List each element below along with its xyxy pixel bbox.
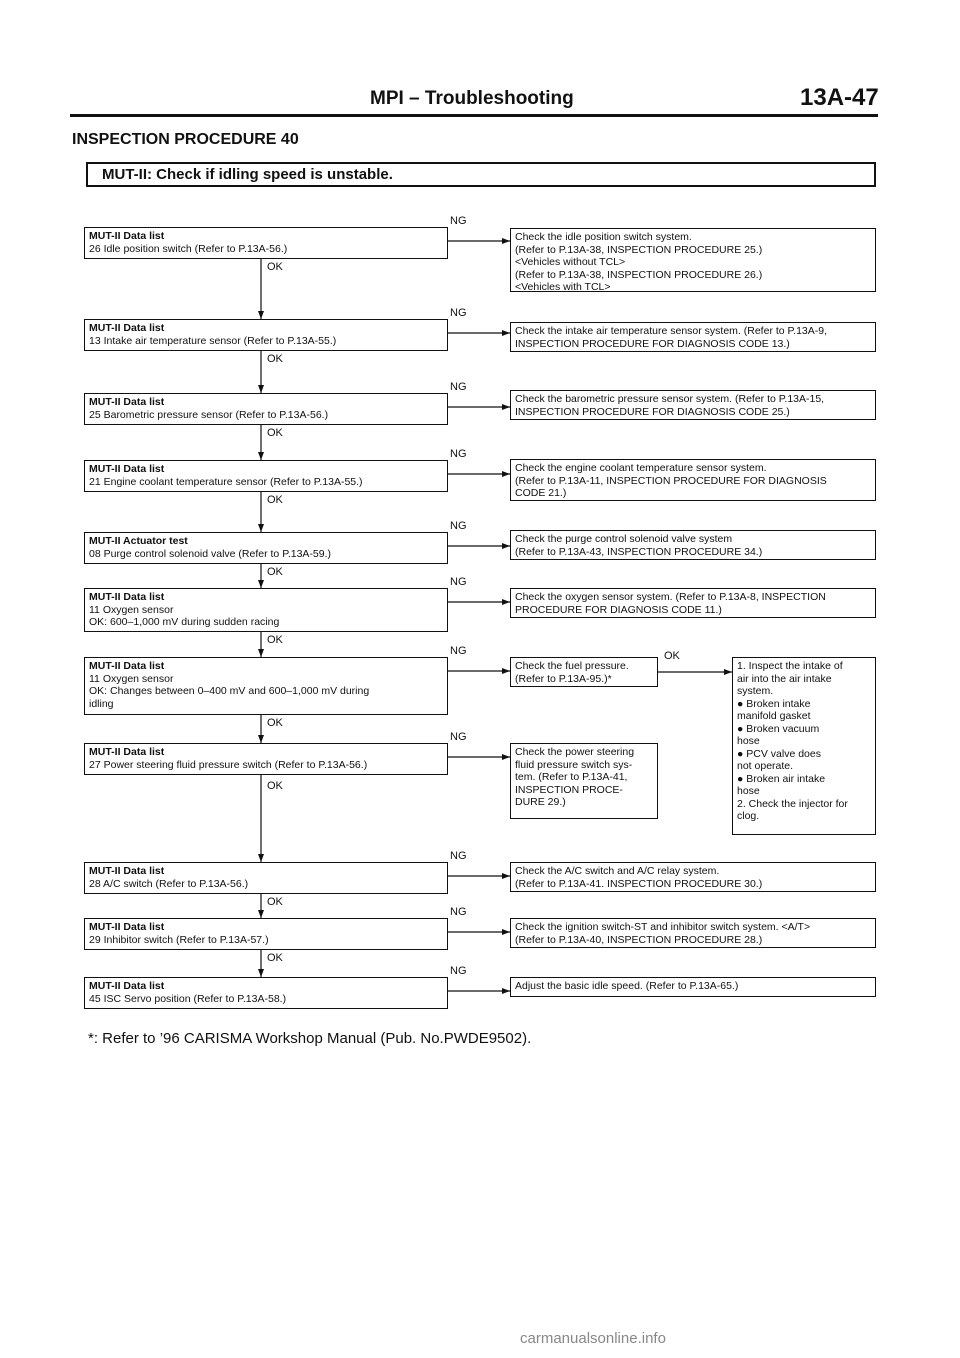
- ok-arrow-3: [258, 452, 264, 460]
- ng-label-1: NG: [450, 215, 467, 227]
- step-box-1: [84, 227, 448, 259]
- ng-arrow-5: [502, 543, 510, 549]
- step-box-5-line: 08 Purge control solenoid valve (Refer to P.13A-59.): [89, 547, 332, 560]
- ng-arrow-2: [502, 330, 510, 336]
- step-box-3-line: MUT-II Data list: [89, 396, 165, 408]
- step-box-2-line: MUT-II Data list: [89, 322, 165, 334]
- fuel-ok-result-box-line: not operate.: [737, 760, 794, 772]
- ng-result-box-5-line: (Refer to P.13A-43, INSPECTION PROCEDURE 34.): [515, 545, 763, 558]
- step-box-2: [84, 319, 448, 351]
- ng-arrow-8: [502, 754, 510, 760]
- ng-arrow-11: [502, 988, 510, 994]
- ng-result-box-8: [510, 743, 658, 819]
- ng-arrow-10: [502, 929, 510, 935]
- fuel-ok-result-box-line: manifold gasket: [737, 710, 811, 722]
- ng-result-box-10-line: Check the ignition switch-ST and inhibitor switch system. <A/T>: [515, 921, 811, 933]
- step-box-3: [84, 393, 448, 425]
- step-box-8-line: 27 Power steering fluid pressure switch (Refer to P.13A-56.): [89, 758, 368, 771]
- ng-result-box-6: [510, 588, 876, 618]
- step-box-9-line: 28 A/C switch (Refer to P.13A-56.): [89, 877, 249, 890]
- fuel-ok-result-box-line: 1. Inspect the intake of: [737, 660, 843, 672]
- ng-result-box-8-line: INSPECTION PROCE-: [515, 783, 623, 796]
- ng-result-box-1-line: <Vehicles without TCL>: [515, 256, 626, 268]
- ng-arrow-3: [502, 404, 510, 410]
- step-box-5-line: MUT-II Actuator test: [89, 535, 188, 547]
- step-box-9: [84, 862, 448, 894]
- ok-label-1: OK: [267, 261, 283, 273]
- ng-label-7: NG: [450, 645, 467, 657]
- step-box-11: [84, 977, 448, 1009]
- ng-result-box-1-line: Check the idle position switch system.: [515, 231, 692, 243]
- ok-arrow-6: [258, 649, 264, 657]
- fuel-ok-result-box-line: hose: [737, 735, 760, 747]
- fuel-ok-result-box-line: air into the air intake: [737, 672, 832, 685]
- ng-arrow-6: [502, 599, 510, 605]
- ng-label-9: NG: [450, 850, 467, 862]
- ok-label-7: OK: [267, 717, 283, 729]
- ng-label-2: NG: [450, 307, 467, 319]
- ng-result-box-7: [510, 657, 658, 687]
- page-header-title: MPI – Troubleshooting: [370, 88, 574, 109]
- ng-result-box-9: [510, 862, 876, 892]
- step-box-8-line: MUT-II Data list: [89, 746, 165, 758]
- step-box-4-line: 21 Engine coolant temperature sensor (Refer to P.13A-55.): [89, 475, 363, 488]
- step-box-6-line: MUT-II Data list: [89, 591, 165, 603]
- ng-result-box-7-line: (Refer to P.13A-95.)*: [515, 672, 612, 685]
- ng-result-box-4-line: Check the engine coolant temperature sensor system.: [515, 462, 767, 474]
- ng-result-box-1-line: (Refer to P.13A-38, INSPECTION PROCEDURE 25.): [515, 243, 763, 256]
- ok-arrow-4: [258, 524, 264, 532]
- fuel-ok-result-box-line: hose: [737, 785, 760, 797]
- ng-result-box-9-line: (Refer to P.13A-41. INSPECTION PROCEDURE 30.): [515, 877, 763, 890]
- ng-result-box-5: [510, 530, 876, 560]
- step-box-7-line: 11 Oxygen sensor: [89, 672, 174, 685]
- ok-arrow-2: [258, 385, 264, 393]
- fuel-ok-arrow: [724, 669, 732, 675]
- step-box-7-line: idling: [89, 697, 114, 710]
- ng-arrow-9: [502, 873, 510, 879]
- footnote: *: Refer to ’96 CARISMA Workshop Manual (Pub. No.PWDE9502).: [88, 1030, 532, 1047]
- ok-label-5: OK: [267, 566, 283, 578]
- step-box-11-line: 45 ISC Servo position (Refer to P.13A-58.): [89, 992, 287, 1005]
- fuel-ok-result-box-line: ● Broken intake: [737, 697, 811, 710]
- ng-result-box-7-line: Check the fuel pressure.: [515, 660, 629, 672]
- ng-arrow-1: [502, 238, 510, 244]
- step-box-4: [84, 460, 448, 492]
- step-box-10-line: MUT-II Data list: [89, 921, 165, 933]
- fuel-ok-result-box-line: 2. Check the injector for: [737, 797, 848, 810]
- ng-result-box-4-line: (Refer to P.13A-11, INSPECTION PROCEDURE FOR DIAGNOSIS: [515, 474, 827, 487]
- fuel-ok-result-box-line: system.: [737, 685, 774, 697]
- ng-result-box-10: [510, 918, 876, 948]
- ok-label-6: OK: [267, 634, 283, 646]
- step-box-3-line: 25 Barometric pressure sensor (Refer to P.13A-56.): [89, 408, 329, 421]
- ok-label-3: OK: [267, 427, 283, 439]
- ok-arrow-8: [258, 854, 264, 862]
- ok-label-2: OK: [267, 353, 283, 365]
- ng-result-box-8-line: tem. (Refer to P.13A-41,: [515, 771, 628, 783]
- ng-result-box-2-line: Check the intake air temperature sensor system. (Refer to P.13A-9,: [515, 325, 828, 337]
- ok-arrow-9: [258, 910, 264, 918]
- ng-result-box-1-line: <Vehicles with TCL>: [515, 281, 611, 292]
- ok-label-8: OK: [267, 780, 283, 792]
- ng-result-box-8-line: fluid pressure switch sys-: [515, 758, 633, 771]
- procedure-title: INSPECTION PROCEDURE 40: [72, 131, 299, 148]
- fuel-ok-result-box-line: ● Broken air intake: [737, 772, 826, 785]
- ng-result-box-3-line: INSPECTION PROCEDURE FOR DIAGNOSIS CODE 25.): [515, 405, 790, 418]
- ok-label-10: OK: [267, 952, 283, 964]
- fuel-ok-label: OK: [664, 650, 680, 662]
- step-box-10-line: 29 Inhibitor switch (Refer to P.13A-57.): [89, 933, 269, 946]
- ok-label-4: OK: [267, 494, 283, 506]
- step-box-7-line: MUT-II Data list: [89, 660, 165, 672]
- step-box-9-line: MUT-II Data list: [89, 865, 165, 877]
- fuel-ok-result-box: [732, 657, 876, 835]
- watermark: carmanualsonline.info: [520, 1330, 666, 1347]
- ng-result-box-11: [510, 977, 876, 997]
- ng-result-box-4: [510, 459, 876, 501]
- step-box-2-line: 13 Intake air temperature sensor (Refer to P.13A-55.): [89, 334, 337, 347]
- ng-result-box-1-line: (Refer to P.13A-38, INSPECTION PROCEDURE 26.): [515, 268, 763, 281]
- ng-arrow-4: [502, 471, 510, 477]
- step-box-10: [84, 918, 448, 950]
- ng-result-box-8-line: DURE 29.): [515, 796, 566, 808]
- ng-result-box-4-line: CODE 21.): [515, 487, 567, 499]
- step-box-11-line: MUT-II Data list: [89, 980, 165, 992]
- ng-label-8: NG: [450, 731, 467, 743]
- step-box-5: [84, 532, 448, 564]
- ok-arrow-5: [258, 580, 264, 588]
- step-box-8: [84, 743, 448, 775]
- step-box-7-line: OK: Changes between 0–400 mV and 600–1,000 mV during: [89, 685, 370, 697]
- ng-label-10: NG: [450, 906, 467, 918]
- step-box-4-line: MUT-II Data list: [89, 463, 165, 475]
- fuel-ok-result-box-line: ● PCV valve does: [737, 747, 821, 760]
- ng-result-box-2-line: INSPECTION PROCEDURE FOR DIAGNOSIS CODE 13.): [515, 337, 790, 350]
- step-box-6-line: OK: 600–1,000 mV during sudden racing: [89, 616, 280, 628]
- ng-result-box-1: [510, 228, 876, 292]
- ng-label-11: NG: [450, 965, 467, 977]
- step-box-6-line: 11 Oxygen sensor: [89, 603, 174, 616]
- fuel-ok-result-box-line: ● Broken vacuum: [737, 722, 820, 735]
- ng-result-box-3: [510, 390, 876, 420]
- ng-result-box-3-line: Check the barometric pressure sensor system. (Refer to P.13A-15,: [515, 393, 825, 405]
- step-box-6: [84, 588, 448, 632]
- step-box-1-line: MUT-II Data list: [89, 230, 165, 242]
- ng-result-box-6-line: Check the oxygen sensor system. (Refer to P.13A-8, INSPECTION: [515, 591, 826, 603]
- ng-result-box-9-line: Check the A/C switch and A/C relay system.: [515, 865, 720, 877]
- ok-label-9: OK: [267, 896, 283, 908]
- ng-result-box-11-line: Adjust the basic idle speed. (Refer to P.13A-65.): [515, 980, 739, 992]
- ng-result-box-5-line: Check the purge control solenoid valve system: [515, 533, 733, 545]
- ng-result-box-6-line: PROCEDURE FOR DIAGNOSIS CODE 11.): [515, 603, 722, 616]
- main-check-text: MUT-II: Check if idling speed is unstable.: [102, 166, 393, 183]
- ng-result-box-8-line: Check the power steering: [515, 746, 635, 758]
- ng-label-5: NG: [450, 520, 467, 532]
- ng-arrow-7: [502, 668, 510, 674]
- step-box-1-line: 26 Idle position switch (Refer to P.13A-56.): [89, 242, 288, 255]
- step-box-7: [84, 657, 448, 715]
- page-number: 13A-47: [800, 84, 879, 111]
- ok-arrow-1: [258, 311, 264, 319]
- fuel-ok-result-box-line: clog.: [737, 810, 760, 822]
- ng-result-box-2: [510, 322, 876, 352]
- ng-label-3: NG: [450, 381, 467, 393]
- ok-arrow-7: [258, 735, 264, 743]
- ng-label-4: NG: [450, 448, 467, 460]
- ng-label-6: NG: [450, 576, 467, 588]
- ok-arrow-10: [258, 969, 264, 977]
- ng-result-box-10-line: (Refer to P.13A-40, INSPECTION PROCEDURE 28.): [515, 933, 763, 946]
